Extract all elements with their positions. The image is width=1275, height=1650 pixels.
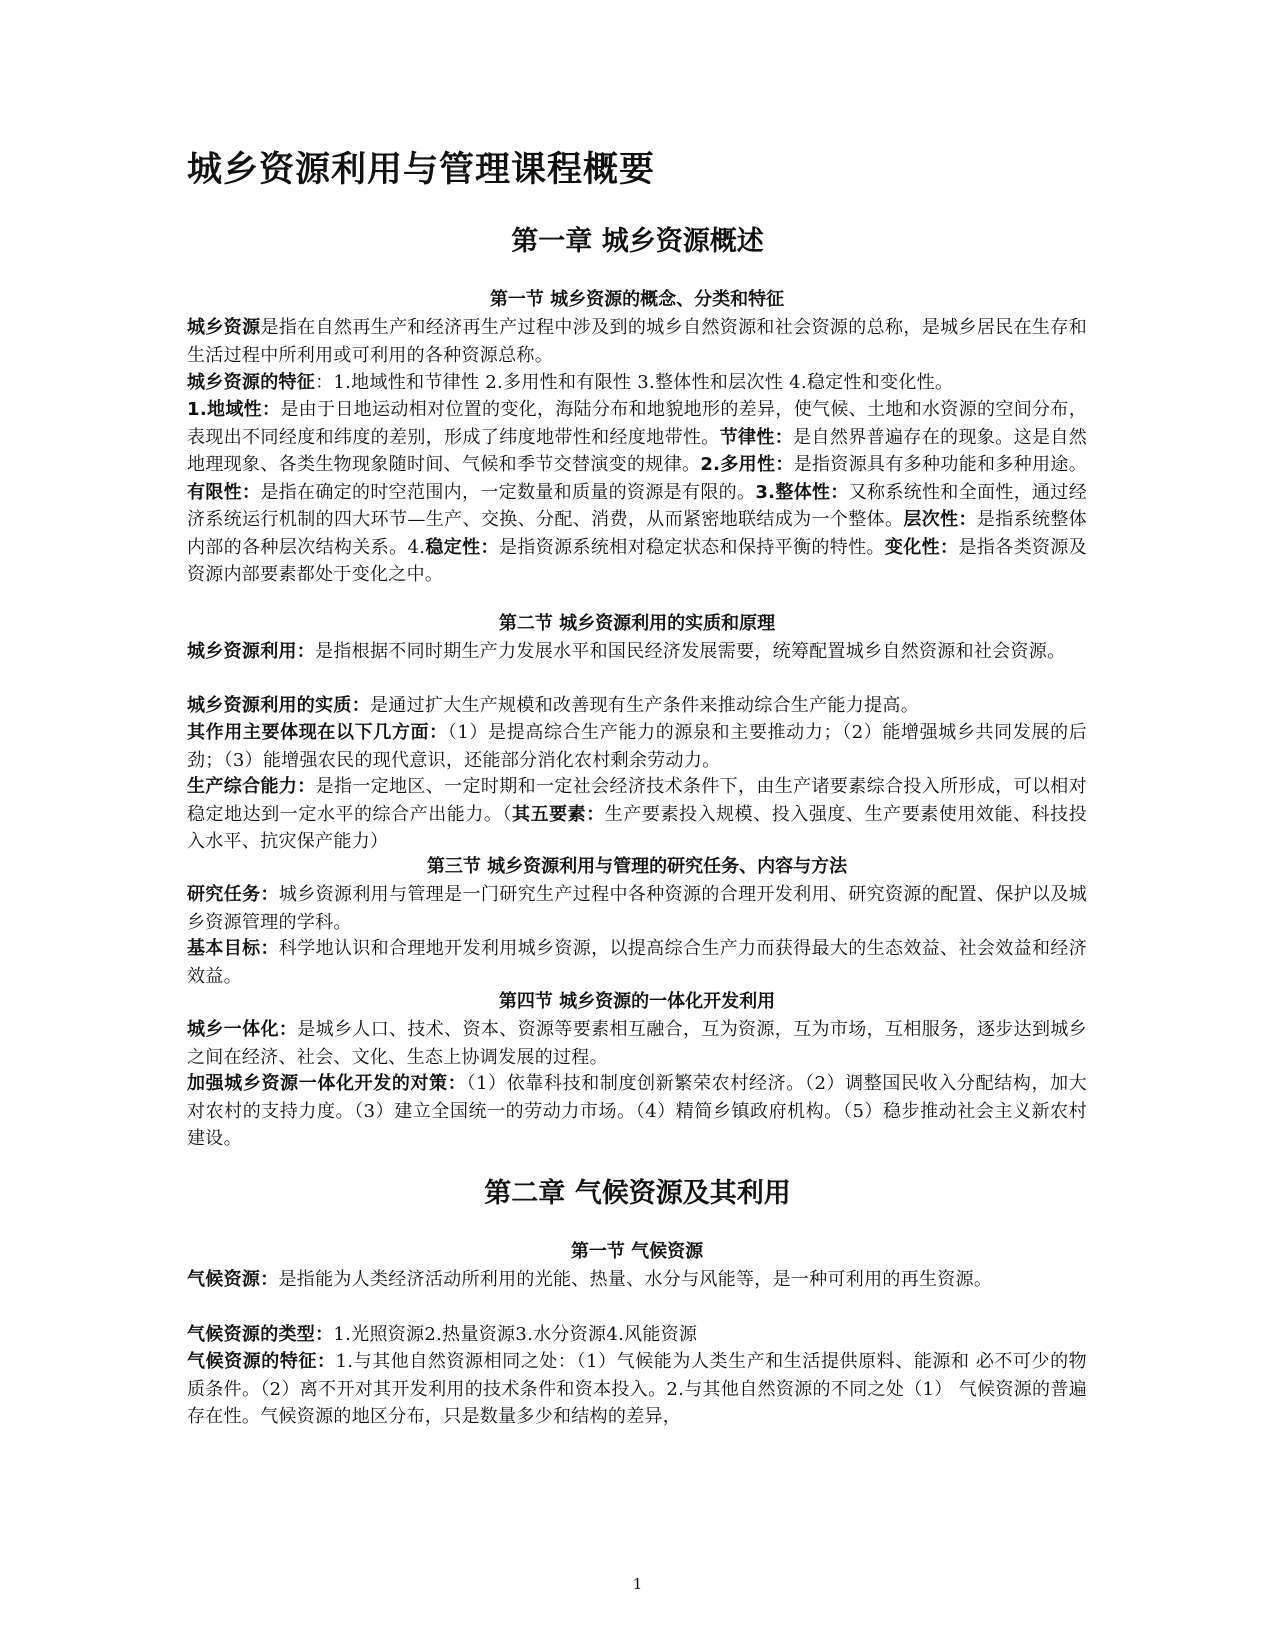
- paragraph-text: 是指系统整体内部的各种层次结构关系。4.: [187, 509, 1088, 558]
- paragraph-text: 城乡资源利用与管理是一门研究生产过程中各种资源的合理开发利用、研究资源的配置、保护以及城乡资源管理的学科。: [187, 884, 1087, 933]
- paragraph-roles: [187, 719, 1087, 774]
- chapter-1-section-4-heading: 第四节 城乡资源的一体化开发利用: [498, 991, 776, 1012]
- chapter-2-section-1-heading: 第一节 气候资源: [570, 1241, 704, 1262]
- paragraph-text: 1.光照资源2.热量资源3.水分资源4.风能资源: [333, 1324, 698, 1345]
- term-label: 加强城乡资源一体化开发的对策：: [187, 1073, 467, 1094]
- term-label: 城乡一体化：: [187, 1019, 298, 1040]
- paragraph-text: 是指在自然再生产和经济再生产过程中涉及到的城乡自然资源和社会资源的总称，是城乡居民在生存和生活过程中所利用或可利用的各种资源总称。: [187, 317, 1088, 366]
- paragraph-text: 是指资源系统相对稳定状态和保持平衡的特性。: [498, 536, 885, 558]
- paragraph-text: 是指资源具有多种功能和多种用途。: [793, 454, 1087, 475]
- paragraph-urban-rural-resources-definition: [187, 314, 1087, 369]
- term-label: 节律性：: [719, 426, 794, 448]
- paragraph-production-capacity: [187, 773, 1087, 856]
- term-label: 稳定性：: [425, 536, 499, 558]
- paragraph-text: 是指在确定的时空范围内，一定数量和质量的资源是有限的。: [260, 481, 756, 503]
- chapter-1-section-2-heading: 第二节 城乡资源利用的实质和原理: [498, 613, 776, 634]
- paragraph-urban-rural-integration: [187, 1016, 1087, 1071]
- paragraph-characteristics-detail: [187, 396, 1087, 589]
- term-label: 城乡资源利用：: [187, 641, 316, 662]
- paragraph-text: 是自然界普遍存在的现象。这是自然地理现象、各类生物现象随时间、气候和季节交替演变的规律。: [187, 426, 1087, 475]
- paragraph-text: 是通过扩大生产规模和改善现有生产条件来推动综合生产能力提高。: [370, 695, 919, 716]
- paragraph-climate-resources: [187, 1266, 1087, 1294]
- chapter-2-heading: 第二章 气候资源及其利用: [484, 1178, 791, 1209]
- term-label: 其作用主要体现在以下几方面：: [187, 722, 448, 743]
- chapter-1-heading: 第一章 城乡资源概述: [511, 226, 764, 257]
- chapter-1-section-3-heading: 第三节 城乡资源利用与管理的研究任务、内容与方法: [426, 856, 848, 877]
- term-label: 气候资源的特征：: [187, 1351, 336, 1372]
- term-label: 研究任务：: [187, 884, 279, 905]
- term-label: 1.地域性：: [187, 399, 281, 420]
- paragraph-text: 是指根据不同时期生产力发展水平和国民经济发展需要，统筹配置城乡自然资源和社会资源。: [315, 641, 1066, 662]
- paragraph-text: 是由于日地运动相对位置的变化，海陆分布和地貌地形的差异，使气候、土地和水资源的空间分布，表现出不同经度和纬度的差别，形成了纬度地带性和经度地带性。: [187, 399, 1087, 448]
- term-label: 有限性：: [187, 481, 261, 503]
- paragraph-basic-goal: [187, 935, 1087, 990]
- term-label: 城乡资源的特征: [187, 372, 316, 393]
- paragraph-resource-utilization: [187, 638, 1087, 666]
- term-label: 基本目标：: [187, 938, 279, 959]
- page-number: 1: [632, 1575, 643, 1593]
- paragraph-research-task: [187, 881, 1087, 936]
- term-label: 2.多用性：: [700, 454, 794, 475]
- term-label: 层次性：: [903, 509, 977, 530]
- paragraph-text: 是指能为人类经济活动所利用的光能、热量、水分与风能等，是一种可利用的再生资源。: [278, 1269, 993, 1290]
- paragraph-text: （1）是提高综合生产能力的源泉和主要推动力；（2）能增强城乡共同发展的后劲；（3）能增强农民的现代意识，还能部分消化农村剩余劳动力。: [187, 722, 1087, 771]
- term-label: 气候资源：: [187, 1269, 279, 1290]
- paragraph-text: 1.与其他自然资源相同之处：（1）气候能为人类生产和生活提供原料、能源和 必不可少的物质条件。（2）离不开对其开发利用的技术条件和资本投入。2.与其他自然资源的不同之处（1） 气候资源的普遍存在性。气候资源的地区分布，只是数量多少和结构的差异，: [187, 1351, 1087, 1427]
- term-label: 生产综合能力：: [187, 776, 316, 797]
- paragraph-text: 是指各类资源及资源内部要素都处于变化之中。: [187, 536, 1088, 585]
- paragraph-text: 是指一定地区、一定时期和一定社会经济技术条件下，由生产诸要素综合投入所形成，可以相对稳定地达到一定水平的综合产出能力。（: [187, 776, 1087, 825]
- term-label: 3.整体性：: [755, 481, 849, 503]
- paragraph-climate-resource-characteristics: [187, 1348, 1087, 1431]
- paragraph-text: ：1.地域性和节律性 2.多用性和有限性 3.整体性和层次性 4.稳定性和变化性。: [315, 372, 954, 393]
- term-label: 其五要素：: [512, 803, 605, 825]
- paragraph-climate-resource-types: [187, 1321, 1087, 1349]
- chapter-1-section-1-heading: 第一节 城乡资源的概念、分类和特征: [489, 289, 785, 310]
- paragraph-utilization-essence: [187, 692, 1087, 720]
- paragraph-resource-characteristics: [187, 369, 1087, 397]
- term-label: 城乡资源: [187, 317, 261, 338]
- paragraph-text: 又称系统性和全面性，通过经济系统运行机制的四大环节—生产、交换、分配、消费，从而紧密地联结成为一个整体。: [187, 481, 1088, 530]
- paragraph-text: 生产要素投入规模、投入强度、生产要素使用效能、科技投入水平、抗灾保产能力）: [187, 803, 1087, 852]
- term-label: 城乡资源利用的实质：: [187, 695, 370, 716]
- document-title: 城乡资源利用与管理课程概要: [187, 150, 656, 190]
- term-label: 气候资源的类型：: [187, 1324, 334, 1345]
- term-label: 变化性：: [884, 536, 959, 558]
- paragraph-text: 是城乡人口、技术、资本、资源等要素相互融合，互为资源，互为市场，互相服务，逐步达到城乡之间在经济、社会、文化、生态上协调发展的过程。: [187, 1019, 1087, 1068]
- paragraph-integration-countermeasures: [187, 1070, 1087, 1153]
- paragraph-text: 科学地认识和合理地开发利用城乡资源，以提高综合生产力而获得最大的生态效益、社会效益和经济效益。: [187, 938, 1087, 987]
- paragraph-text: （1）依靠科技和制度创新繁荣农村经济。（2）调整国民收入分配结构，加大对农村的支持力度。（3）建立全国统一的劳动力市场。（4）精简乡镇政府机构。（5）稳步推动社会主义新农村建设。: [187, 1073, 1088, 1149]
